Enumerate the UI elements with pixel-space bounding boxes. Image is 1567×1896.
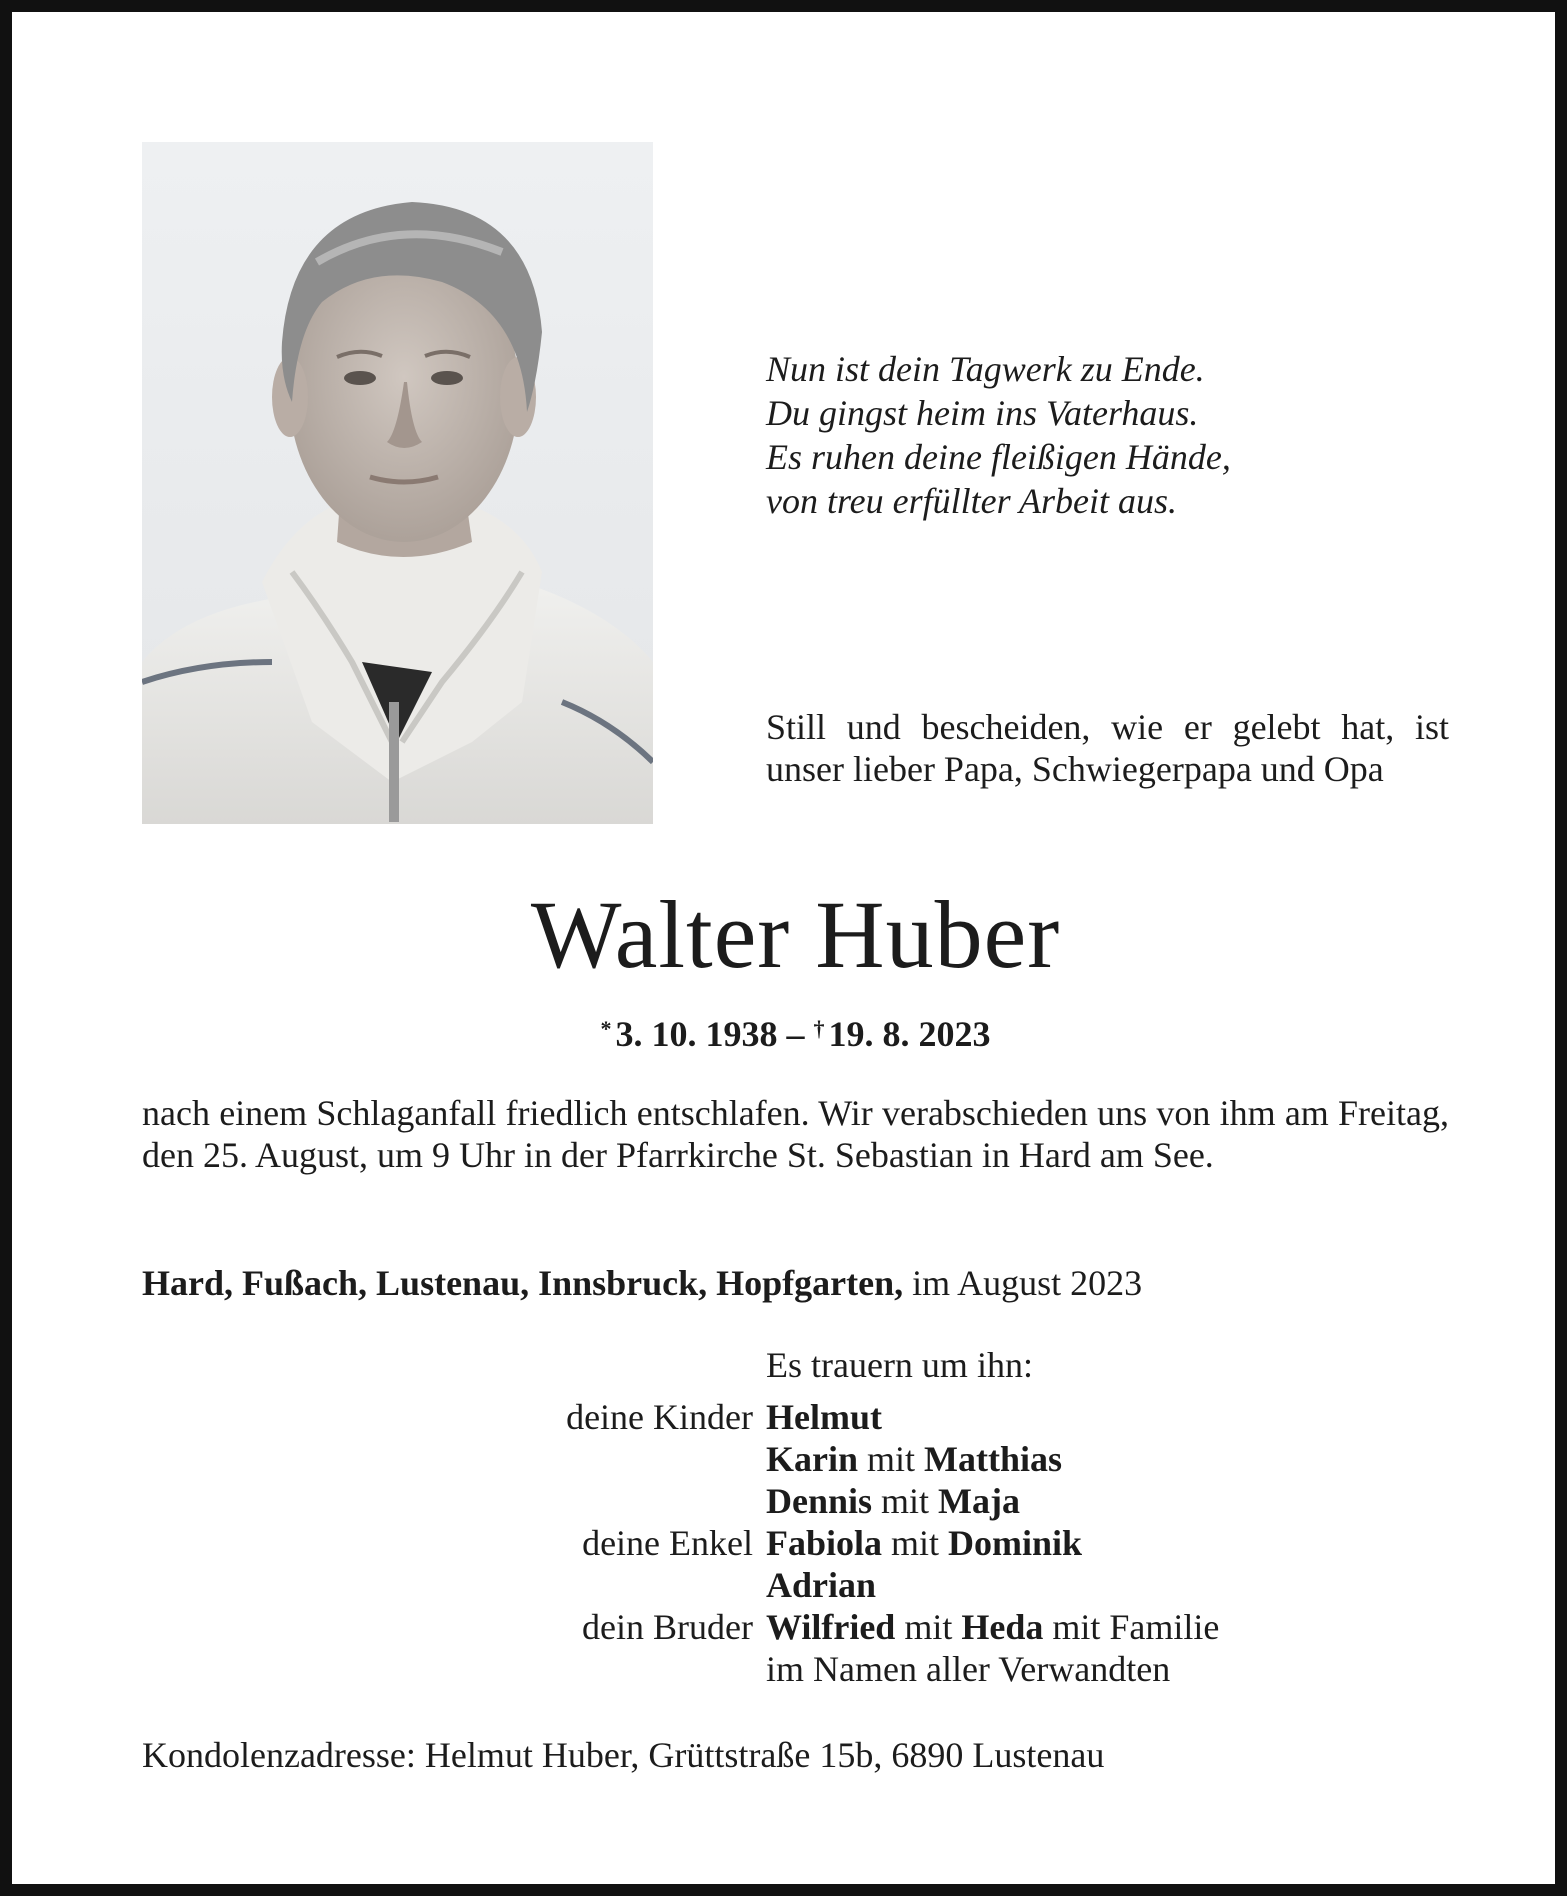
mourner-name: Fabiola <box>766 1523 883 1563</box>
mourner-names <box>766 1480 1020 1522</box>
death-symbol: † <box>813 1016 825 1041</box>
place-names: Hard, Fußach, Lustenau, Innsbruck, Hopfgarten, <box>142 1263 904 1303</box>
birth-date: 3. 10. 1938 <box>615 1014 778 1054</box>
mourner-name: Karin <box>766 1439 859 1479</box>
portrait-photo <box>142 142 653 824</box>
poem-line: von treu erfüllter Arbeit aus. <box>766 481 1177 521</box>
mourner-partner: Dominik <box>948 1523 1083 1563</box>
relation-label: deine Kinder <box>566 1397 753 1437</box>
birth-symbol: * <box>600 1016 612 1041</box>
mourner-partner: Maja <box>938 1481 1021 1521</box>
mourner-row <box>12 1522 1567 1564</box>
mourner-names <box>766 1606 1219 1648</box>
mourner-name: Wilfried <box>766 1607 896 1647</box>
family-suffix: mit Familie <box>1043 1607 1220 1647</box>
poem-verse <box>766 347 1466 523</box>
mourner-row <box>12 1606 1567 1648</box>
relation-label: dein Bruder <box>582 1607 753 1647</box>
mourner-row <box>12 1564 1567 1606</box>
relatives-line: im Namen aller Verwandten <box>766 1649 1171 1689</box>
mourner-partner: Matthias <box>924 1439 1063 1479</box>
conjunction: mit <box>858 1439 925 1479</box>
poem-line: Du gingst heim ins Vaterhaus. <box>766 393 1199 433</box>
place-date: im August 2023 <box>903 1263 1143 1303</box>
life-dates <box>12 1007 1567 1056</box>
mourners-list <box>12 1396 1567 1690</box>
mourner-name: Dennis <box>766 1481 873 1521</box>
mourner-partner: Heda <box>961 1607 1044 1647</box>
conjunction: mit <box>872 1481 939 1521</box>
mourner-row <box>12 1480 1567 1522</box>
mourner-row <box>12 1648 1567 1690</box>
conjunction: mit <box>895 1607 962 1647</box>
mourner-names <box>766 1522 1082 1564</box>
announcement-text: nach einem Schlaganfall friedlich entschlafen. Wir verabschieden uns von ihm am Freitag, den 25. August, um 9 Uhr in der Pfarrkirche St. Sebastian in Hard am See. <box>142 1093 1449 1175</box>
mourner-row <box>12 1396 1567 1438</box>
poem-line: Nun ist dein Tagwerk zu Ende. <box>766 349 1205 389</box>
mourner-names <box>766 1396 882 1438</box>
relation-label: deine Enkel <box>582 1523 753 1563</box>
condolence-address: Kondolenzadresse: Helmut Huber, Grüttstraße 15b, 6890 Lustenau <box>142 1735 1105 1775</box>
mourner-names <box>766 1438 1062 1480</box>
mourner-names <box>766 1564 876 1606</box>
conjunction: mit <box>882 1523 949 1563</box>
portrait-icon <box>142 142 653 824</box>
mourners-heading: Es trauern um ihn: <box>766 1345 1033 1385</box>
mourner-name: Adrian <box>766 1565 877 1605</box>
places-line <box>142 1262 1449 1304</box>
mourner-name: Helmut <box>766 1397 882 1437</box>
poem-line: Es ruhen deine fleißigen Hände, <box>766 437 1231 477</box>
date-separator: – <box>777 1014 814 1054</box>
death-date: 19. 8. 2023 <box>828 1014 991 1054</box>
intro-text: Still und bescheiden, wie er gelebt hat, ist unser lieber Papa, Schwiegerpapa und Opa <box>766 707 1449 789</box>
deceased-name: Walter Huber <box>530 881 1061 988</box>
mourner-row <box>12 1438 1567 1480</box>
